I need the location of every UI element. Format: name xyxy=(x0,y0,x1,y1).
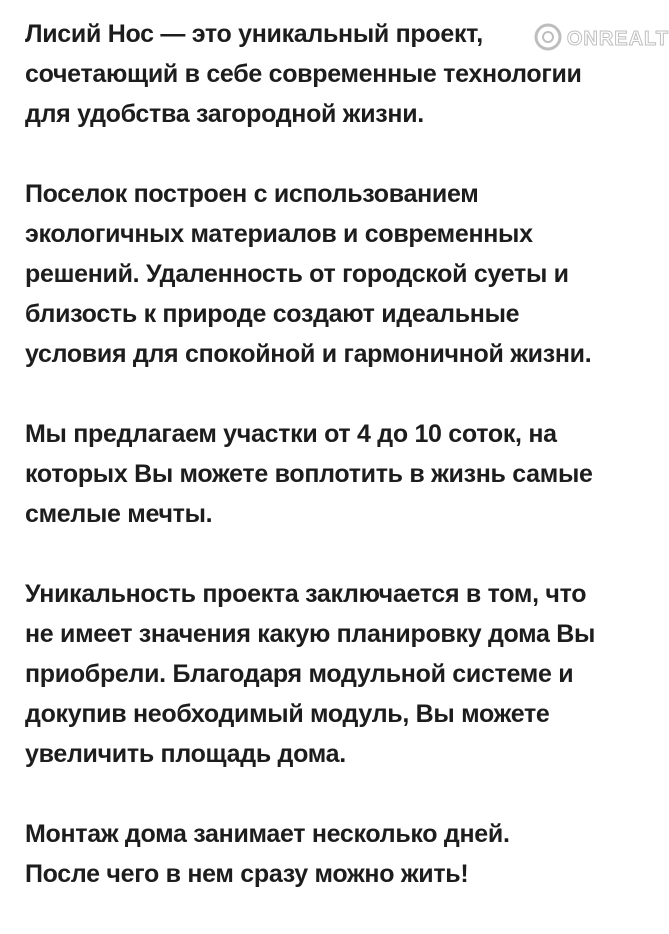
text-line: После чего в нем сразу можно жить! xyxy=(25,860,469,888)
text-line: которых Вы можете воплотить в жизнь самые xyxy=(25,460,593,488)
text-line: Монтаж дома занимает несколько дней. xyxy=(25,820,510,848)
text-line: условия для спокойной и гармоничной жизни. xyxy=(25,340,592,368)
text-line: не имеет значения какую планировку дома Вы xyxy=(25,620,596,648)
paragraph-uniqueness xyxy=(25,574,655,774)
paragraph-assembly xyxy=(25,814,655,894)
text-line: Поселок построен с использованием xyxy=(25,180,479,208)
text-line: близость к природе создают идеальные xyxy=(25,300,520,328)
paragraph-plots xyxy=(25,414,655,534)
text-line: Мы предлагаем участки от 4 до 10 соток, на xyxy=(25,420,557,448)
text-line: экологичных материалов и современных xyxy=(25,220,533,248)
text-line: для удобства загородной жизни. xyxy=(25,100,424,128)
paragraph-construction xyxy=(25,174,655,374)
text-line: увеличить площадь дома. xyxy=(25,740,346,768)
text-line: докупив необходимый модуль, Вы можете xyxy=(25,700,550,728)
paragraph-intro xyxy=(25,14,655,134)
text-line: Уникальность проекта заключается в том, что xyxy=(25,580,587,608)
text-line: решений. Удаленность от городской суеты и xyxy=(25,260,569,288)
watermark-text: ONREALT xyxy=(566,27,669,50)
description-text xyxy=(25,14,655,934)
text-line: Лисий Нос — это уникальный проект, xyxy=(25,20,483,48)
text-line: приобрели. Благодаря модульной системе и xyxy=(25,660,574,688)
text-line: смелые мечты. xyxy=(25,500,213,528)
text-line: сочетающий в себе современные технологии xyxy=(25,60,582,88)
